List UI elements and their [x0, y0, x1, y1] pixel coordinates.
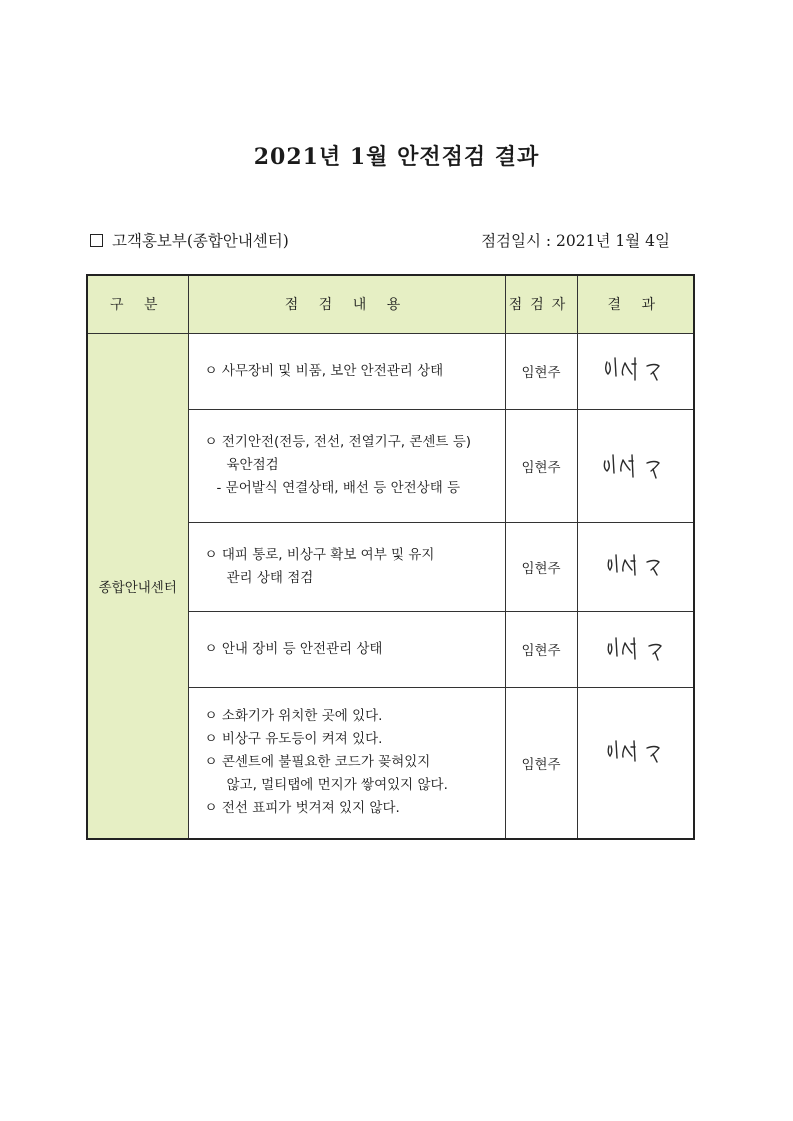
content-line: 육안점검	[226, 457, 279, 473]
department-name: 고객홍보부(종합안내센터)	[112, 232, 289, 250]
document-subheader	[90, 229, 670, 253]
department-line	[90, 229, 289, 251]
row-content	[188, 409, 505, 522]
row-result	[577, 611, 694, 687]
group-label: 종합안내센터	[87, 333, 188, 839]
content-line: 않고, 멀티탭에 먼지가 쌓여있지 않다.	[226, 777, 448, 794]
content-line: ㅇ 안내 장비 등 안전관리 상태	[204, 640, 383, 657]
inspection-table	[86, 274, 695, 840]
row-inspector: 임현주	[505, 522, 577, 611]
header-content: 점 검 내 용	[188, 275, 505, 333]
row-result	[577, 522, 694, 611]
row-result	[577, 333, 694, 409]
content-line: ㅇ 소화기가 위치한 곳에 있다.	[204, 708, 383, 725]
header-category: 구 분	[87, 275, 188, 333]
header-inspector: 점검자	[505, 275, 577, 333]
signature-icon	[595, 632, 675, 666]
signature-icon	[595, 354, 675, 388]
content-line: - 문어발식 연결상태, 배선 등 안전상태 등	[216, 480, 461, 496]
document-title: 2021년 1월 안전점검 결과	[253, 144, 540, 170]
inspection-date: 점검일시 : 2021년 1월 4일	[481, 232, 670, 250]
content-line: ㅇ 전기안전(전등, 전선, 전열기구, 콘센트 등)	[204, 434, 472, 450]
table-row	[87, 333, 694, 409]
row-result	[577, 687, 694, 839]
row-inspector: 임현주	[505, 333, 577, 409]
row-content	[188, 333, 505, 409]
row-inspector: 임현주	[505, 409, 577, 522]
header-result: 결 과	[577, 275, 694, 333]
table-header-row	[87, 275, 694, 333]
row-content	[188, 522, 505, 611]
row-inspector: 임현주	[505, 687, 577, 839]
row-content	[188, 687, 505, 839]
content-line: ㅇ 대피 통로, 비상구 확보 여부 및 유지	[204, 546, 435, 563]
content-line: ㅇ 전선 표피가 벗겨져 있지 않다.	[204, 800, 400, 817]
content-line: ㅇ 사무장비 및 비품, 보안 안전관리 상태	[204, 362, 444, 379]
row-content	[188, 611, 505, 687]
signature-icon	[595, 550, 675, 584]
content-line: ㅇ 콘센트에 불필요한 코드가 꽂혀있지	[204, 754, 431, 771]
content-line: ㅇ 비상구 유도등이 켜져 있다.	[204, 731, 383, 748]
signature-icon	[595, 738, 675, 772]
content-line: 관리 상태 점검	[226, 569, 314, 586]
row-inspector: 임현주	[505, 611, 577, 687]
signature-icon	[595, 449, 675, 483]
checkbox-icon	[90, 234, 103, 247]
row-result	[577, 409, 694, 522]
